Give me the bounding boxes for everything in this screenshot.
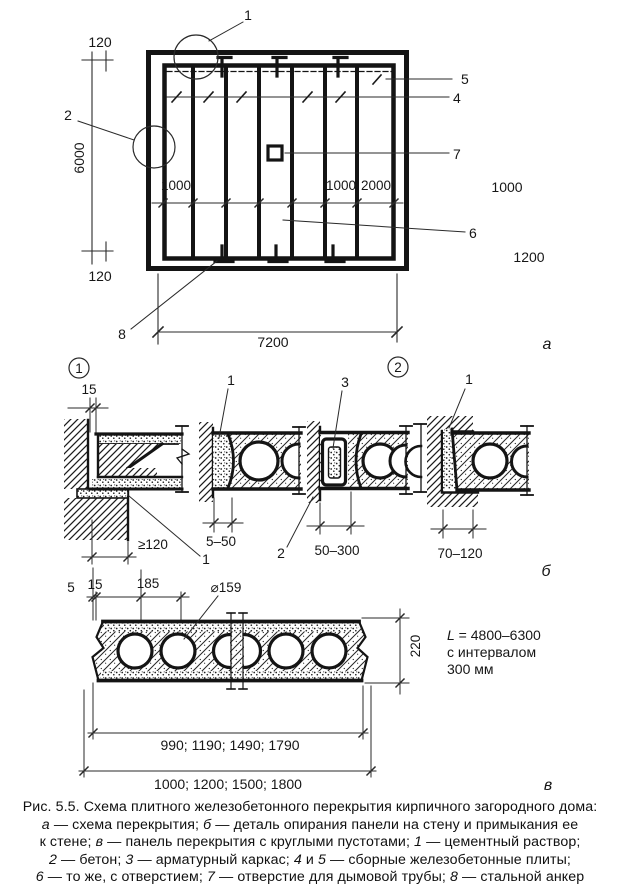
part-label-b: б [541,563,551,580]
dim-label: ⌀159 [210,580,242,595]
svg-text:2: 2 [394,360,402,375]
callout-number: 2 [277,545,285,561]
dim-label: 1200 [513,249,545,265]
callout-number: 6 [469,225,477,241]
dim-label: 120 [88,34,112,50]
support-details [64,371,552,580]
callout-number: 7 [453,146,461,162]
dim-label: 15 [87,577,103,592]
dim-label: 7200 [257,334,289,350]
length-note: L = 4800–6300 [447,627,541,643]
panel-width-label: 1000 [325,178,357,193]
dim-label: 1000 [491,179,523,195]
figure-caption [0,799,620,887]
svg-text:1: 1 [75,361,83,376]
dim-label: 990; 1190; 1490; 1790 [160,737,300,753]
detail-abutment-wall [406,371,534,561]
detail-joint-mortar [199,372,305,549]
chimney-hole [268,146,282,160]
part-label-v: в [543,777,553,794]
dim-label: 5–50 [205,534,237,549]
plan-slab-outline [165,66,394,259]
dim-label: 6000 [71,142,87,174]
caption-line: Рис. 5.5. Схема плитного железобетонного перекрытия кирпичного загородного дома: [22,799,598,815]
dim-label: 1000; 1200; 1500; 1800 [154,776,302,792]
detail-bearing-wall [64,382,210,567]
panel-cross-section [67,568,552,794]
callout-number: 1 [465,371,473,387]
dim-label: 220 [408,634,423,658]
caption-line: к стене; в — панель перекрытия с круглыми пустотами; 1 — цементный раствор; [39,834,581,851]
length-note: с интервалом [447,644,537,660]
dim-label: 70–120 [437,546,483,561]
callout-number: 1 [244,7,252,23]
length-note: 300 мм [447,661,494,677]
callout-number: 8 [118,326,126,342]
dim-label: 50–300 [314,543,360,558]
dim-label: 120 [88,268,112,284]
callout-number: 1 [202,551,210,567]
hollow-core [473,444,507,478]
callout-number: 3 [341,374,349,390]
callout-number: 4 [453,90,461,106]
axis-mark-1 [69,358,89,378]
caption-line: 6 — то же, с отверстием; 7 — отверстие для дымовой трубы; 8 — стальной анкер [35,869,585,886]
hollow-core [240,442,278,480]
dim-label: 5 [67,580,75,595]
callout-number: 5 [461,71,469,87]
dim-label: 185 [136,576,160,591]
part-label-a: а [542,336,552,353]
caption-line: 2 — бетон; 3 — арматурный каркас; 4 и 5 — сборные железобетонные плиты; [49,851,571,868]
dim-label: ≥120 [138,537,168,552]
panel-width-label: 1000 [160,178,192,193]
dim-label: 15 [81,382,97,397]
callout-number: 2 [64,107,72,123]
plan-view [64,7,551,378]
axis-mark-2 [388,357,408,377]
callout-number: 1 [227,372,235,388]
caption-line: а — схема перекрытия; б — деталь опирания панели на стену и примыкания ее [41,816,579,833]
panel-width-label: 2000 [360,178,392,193]
